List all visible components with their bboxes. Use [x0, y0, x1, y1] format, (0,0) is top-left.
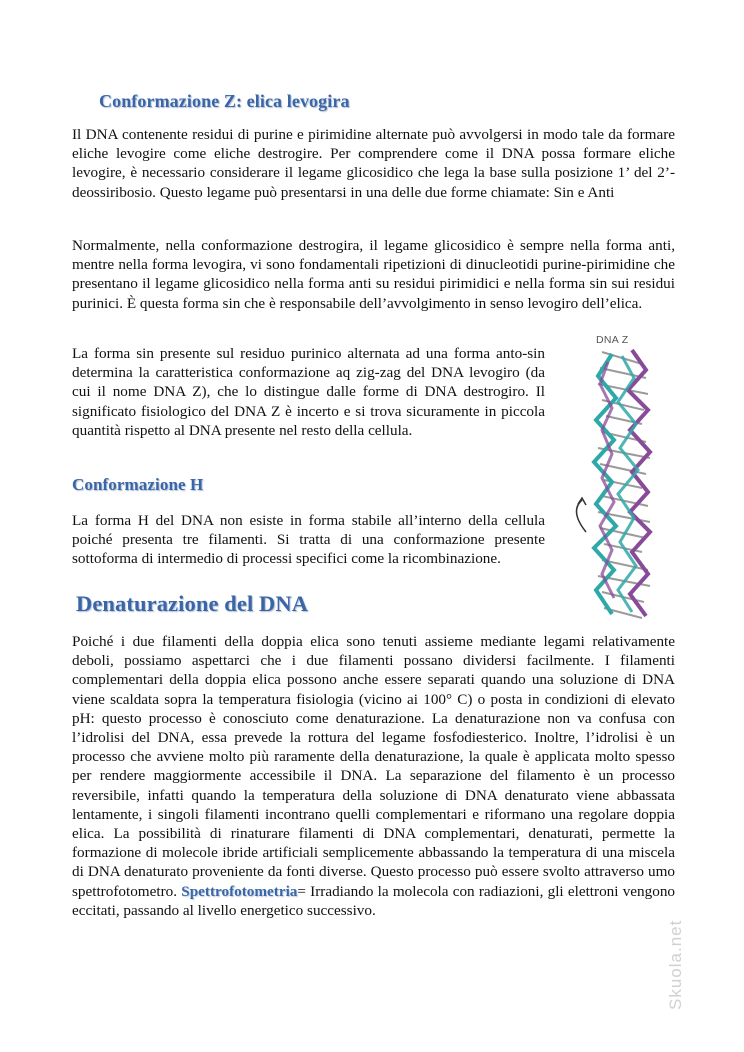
dna-z-figure	[572, 332, 680, 630]
watermark	[648, 690, 685, 1010]
paragraph-z-sin-form: La forma sin presente sul residuo purinico alternata ad una forma anto-sin determina la caratteristica conformazione aq zig-zag del DNA levogiro (da cui il nome DNA Z), che lo distingue dalle forme di DNA destrogiro. Il significato fisiologico del DNA Z è incerto e si trova sicuramente in piccola quantità rispetto al DNA presente nel resto della cellula.	[72, 345, 545, 439]
heading-h-conformation: Conformazione H	[72, 475, 204, 494]
denaturation-body: Poiché i due filamenti della doppia elica sono tenuti assieme mediante legami relativamente deboli, possiamo aspettarci che i due filamenti possano dividersi facilmente. I filamenti complementari della doppia elica possono anche essere separati quando una soluzione di DNA viene scaldata sopra la temperatura fisiologia (vicino ai 100° C) o posta in condizioni di elevato pH: questo processo è conosciuto come denaturazione. La denaturazione non va confusa con l’idrolisi del DNA, essa prevede la rottura del legame fosfodiesterico. Inoltre, l’idrolisi è un processo che avviene molto più raramente della denaturazione, la quale è applicata molto spesso per rendere maggiormente accessibile il DNA. La separazione del filamento è un processo reversibile, infatti quando la temperatura della soluzione di DNA denaturato viene abbassata lentamente, i singoli filamenti incontrano quelli complementari e riformano una regolare doppia elica. La possibilità di rinaturare filamenti di DNA complementari, denaturati, permette la formazione di molecole ibride artificiali semplicemente abbassando la temperatura di una miscela di DNA denaturato proveniente da fonti diverse. Questo processo può essere svolto attraverso umo spettrofotometro.	[72, 633, 675, 900]
paragraph-z-glycosidic: Normalmente, nella conformazione destrogira, il legame glicosidico è sempre nella forma anti, mentre nella forma levogira, vi sono fondamentali ripetizioni di dinucleotidi purine-pirimidine che presentano il legame glicosidico nella forma anti su residui pirimidici e nella forma sin sui residui purinici. È questa forma sin che è responsabile dell’avvolgimento in senso levogiro dell’elica.	[72, 237, 675, 312]
paragraph-h-form: La forma H del DNA non esiste in forma stabile all’interno della cellula poiché presenta tre filamenti. Si tratta di una conformazione presente sottoforma di intermedio di processi specifici come la ricombinazione.	[72, 512, 545, 568]
spectrophotometry-definition: = Irradiando la molecola con radiazioni, gli elettroni vengono eccitati, passando al livello energetico successivo.	[72, 882, 676, 919]
paragraph-z-intro: Il DNA contenente residui di purine e pirimidine alternate può avvolgersi in modo tale da formare eliche levogire come eliche destrogire. Per comprendere come il DNA possa formare eliche levogire, è necessario considerare il legame glicosidico che lega la base sulla posizione 1’ del 2’-deossiribosio. Questo legame può presentarsi in una delle due forme chiamate: Sin e Anti	[72, 126, 675, 201]
spectrophotometry-term: Spettrofotometria	[181, 882, 298, 900]
heading-denaturation: Denaturazione del DNA	[76, 591, 309, 616]
paragraph-denaturation	[72, 632, 675, 920]
figure-label: DNA Z	[596, 334, 629, 346]
dna-z-helix-icon	[572, 332, 680, 630]
watermark-text: Skuola.net	[666, 919, 685, 1010]
heading-z-conformation: Conformazione Z: elica levogira	[99, 91, 350, 111]
